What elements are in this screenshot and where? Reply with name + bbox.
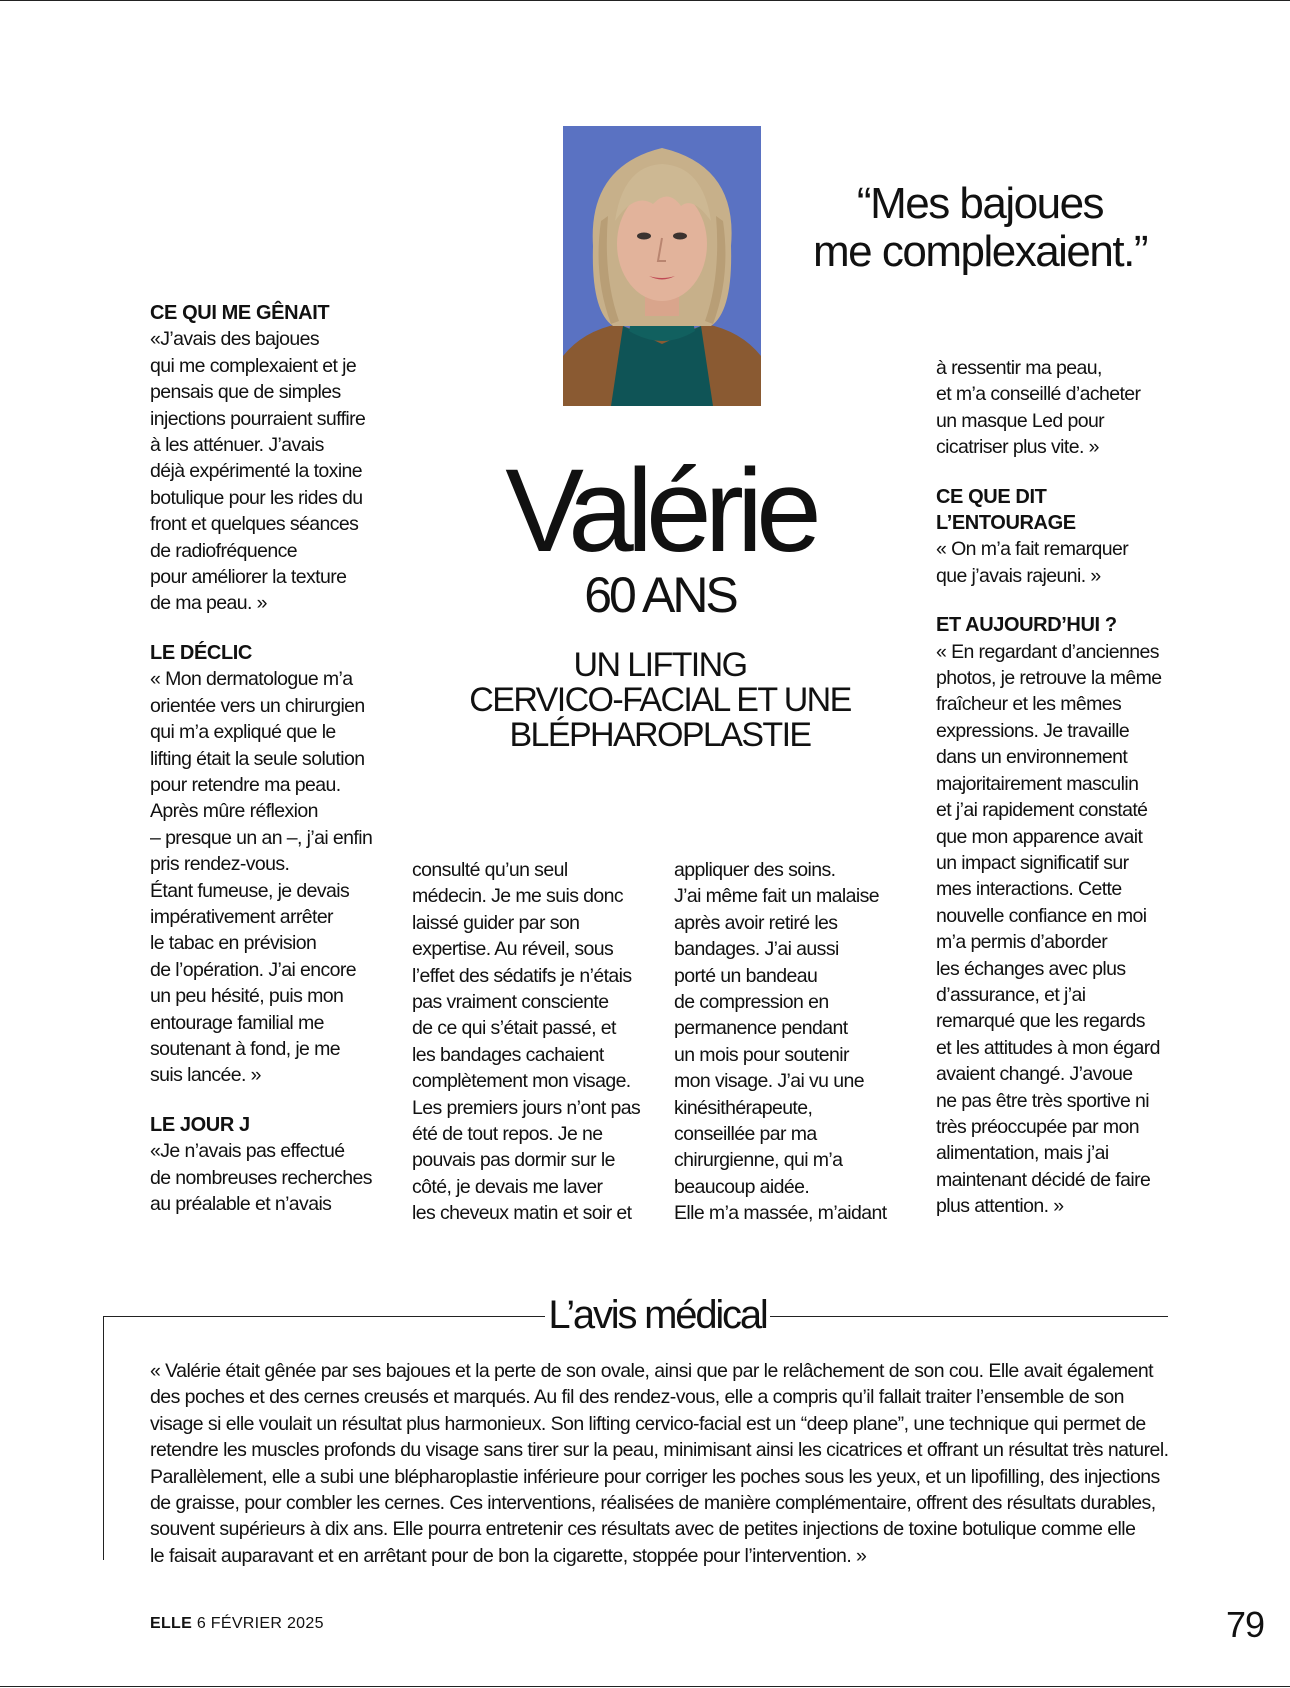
body-text-line: mon visage. J’ai vu une bbox=[674, 1070, 864, 1093]
body-text-line: majoritairement masculin bbox=[936, 772, 1139, 795]
body-text-line: côté, je devais me laver bbox=[412, 1175, 603, 1198]
body-text-line: Étant fumeuse, je devais bbox=[150, 879, 350, 902]
medical-line: de graisse, pour combler les cernes. Ces interventions, réalisées de manière complémentaire, offrent des résultats durables, bbox=[150, 1492, 1156, 1515]
section-gap bbox=[150, 617, 400, 640]
bottom-rule bbox=[0, 1686, 1290, 1687]
body-text-line: fraîcheur et les mêmes bbox=[936, 693, 1122, 716]
body-text-line: de l’opération. J’ai encore bbox=[150, 958, 357, 981]
body-text-line: que mon apparence avait bbox=[936, 825, 1143, 848]
section-heading: LE JOUR J bbox=[150, 1113, 250, 1136]
body-text-line: Les premiers jours n’ont pas bbox=[412, 1096, 641, 1119]
body-text-line: un impact significatif sur bbox=[936, 851, 1129, 874]
body-text-line: conseillée par ma bbox=[674, 1123, 817, 1146]
body-text-line: les bandages cachaient bbox=[412, 1043, 604, 1066]
body-text-line: d’assurance, et j’ai bbox=[936, 983, 1086, 1006]
body-text-line: alimentation, mais j’ai bbox=[936, 1142, 1109, 1165]
body-text-line: que j’avais rajeuni. » bbox=[936, 564, 1101, 587]
body-text-line: à les atténuer. J’avais bbox=[150, 434, 324, 457]
section-heading: ET AUJOURD’HUI ? bbox=[936, 614, 1117, 637]
body-text-line: été de tout repos. Je ne bbox=[412, 1123, 603, 1146]
body-text-line: photos, je retrouve la même bbox=[936, 667, 1162, 690]
body-text-line: ne pas être très sportive ni bbox=[936, 1089, 1149, 1112]
body-text-line: front et quelques séances bbox=[150, 513, 359, 536]
footer-credit bbox=[150, 1615, 324, 1633]
body-text-line: complètement mon visage. bbox=[412, 1070, 631, 1093]
text-column-1 bbox=[150, 300, 400, 1217]
body-text-line: remarqué que les regards bbox=[936, 1010, 1145, 1033]
body-text-line: «J’avais des bajoues bbox=[150, 328, 320, 351]
body-text-line: appliquer des soins. bbox=[674, 859, 836, 881]
pull-quote bbox=[780, 180, 1180, 276]
subject-name: Valérie bbox=[505, 445, 815, 577]
body-text-line: de radiofréquence bbox=[150, 539, 297, 562]
footer-date: 6 FÉVRIER 2025 bbox=[196, 1615, 324, 1632]
section-heading: CE QUI ME GÊNAIT bbox=[150, 302, 330, 324]
portrait-photo bbox=[563, 126, 761, 406]
body-text-line: maintenant décidé de faire bbox=[936, 1168, 1151, 1191]
body-text-line: à ressentir ma peau, bbox=[936, 357, 1102, 379]
body-text-line: « En regardant d’anciennes bbox=[936, 640, 1159, 663]
body-text-line: nouvelle confiance en moi bbox=[936, 904, 1147, 927]
body-text-line: lifting était la seule solution bbox=[150, 747, 365, 770]
body-text-line: botulique pour les rides du bbox=[150, 486, 363, 509]
body-text-line: injections pourraient suffire bbox=[150, 407, 366, 430]
text-column-2 bbox=[412, 857, 662, 1227]
body-text-line: le tabac en prévision bbox=[150, 932, 317, 955]
body-text-line: orientée vers un chirurgien bbox=[150, 694, 365, 717]
body-text-line: les échanges avec plus bbox=[936, 957, 1126, 980]
pull-quote-line-2: me complexaient.” bbox=[813, 227, 1147, 276]
body-text-line: et m’a conseillé d’acheter bbox=[936, 383, 1141, 406]
body-text-line: porté un bandeau bbox=[674, 964, 818, 987]
body-text-line: après avoir retiré les bbox=[674, 911, 838, 934]
body-text-line: et les attitudes à mon égard bbox=[936, 1036, 1160, 1059]
body-text-line: de ma peau. » bbox=[150, 592, 267, 615]
body-text-line: un peu hésité, puis mon bbox=[150, 985, 344, 1008]
medical-opinion-text bbox=[150, 1358, 1170, 1569]
medical-box-top-rule-left bbox=[103, 1316, 545, 1317]
subject-age: 60 ANS bbox=[584, 567, 736, 623]
medical-line: « Valérie était gênée par ses bajoues et la perte de son ovale, ainsi que par le relâchement de son cou. Elle avait également bbox=[150, 1360, 1153, 1382]
section-heading: LE DÉCLIC bbox=[150, 641, 252, 664]
body-text-line: chirurgienne, qui m’a bbox=[674, 1149, 843, 1172]
page-number: 79 bbox=[1226, 1604, 1265, 1645]
body-text-line: qui me complexaient et je bbox=[150, 354, 357, 377]
body-text-line: pour retendre ma peau. bbox=[150, 773, 341, 796]
section-gap bbox=[936, 461, 1186, 484]
body-text-line: pensais que de simples bbox=[150, 381, 341, 404]
medical-opinion-title: L’avis médical bbox=[548, 1293, 767, 1337]
text-column-4 bbox=[936, 355, 1186, 1220]
body-text-line: beaucoup aidée. bbox=[674, 1175, 810, 1198]
body-text-line: médecin. Je me suis donc bbox=[412, 885, 624, 908]
body-text-line: et j’ai rapidement constaté bbox=[936, 799, 1148, 822]
body-text-line: pris rendez-vous. bbox=[150, 853, 290, 876]
section-heading: L’ENTOURAGE bbox=[936, 512, 1076, 535]
body-text-line: « Mon dermatologue m’a bbox=[150, 668, 353, 691]
text-column-3 bbox=[674, 857, 924, 1227]
medical-box-left-rule bbox=[103, 1316, 104, 1560]
body-text-line: consulté qu’un seul bbox=[412, 859, 568, 881]
body-text-line: laissé guider par son bbox=[412, 911, 580, 934]
body-text-line: expressions. Je travaille bbox=[936, 719, 1130, 742]
body-text-line: permanence pendant bbox=[674, 1017, 848, 1040]
body-text-line: de ce qui s’était passé, et bbox=[412, 1017, 616, 1040]
body-text-line: kinésithérapeute, bbox=[674, 1096, 813, 1119]
body-text-line: un masque Led pour bbox=[936, 409, 1105, 432]
body-text-line: bandages. J’ai aussi bbox=[674, 938, 839, 961]
body-text-line: avaient changé. J’avoue bbox=[936, 1063, 1133, 1086]
body-text-line: déjà expérimenté la toxine bbox=[150, 460, 363, 483]
procedure-line-2: CERVICO-FACIAL ET UNE bbox=[469, 681, 851, 719]
medical-line: des poches et des cernes creusés et marqués. Au fil des rendez-vous, elle a compris qu’il fallait traiter l’ensemble de son bbox=[150, 1386, 1124, 1409]
procedure-title bbox=[440, 648, 880, 753]
body-text-line: de compression en bbox=[674, 991, 829, 1014]
body-text-line: – presque un an –, j’ai enfin bbox=[150, 826, 373, 849]
medical-line: visage si elle voulait un résultat plus harmonieux. Son lifting cervico-facial est un “deep plane”, une technique qui permet de bbox=[150, 1412, 1146, 1435]
body-text-line: au préalable et n’avais bbox=[150, 1193, 332, 1215]
body-text-line: suis lancée. » bbox=[150, 1064, 261, 1087]
section-gap bbox=[150, 1089, 400, 1112]
section-gap bbox=[936, 589, 1186, 612]
body-text-line: très préoccupée par mon bbox=[936, 1115, 1139, 1138]
body-text-line: les cheveux matin et soir et bbox=[412, 1202, 632, 1225]
body-text-line: J’ai même fait un malaise bbox=[674, 885, 880, 908]
body-text-line: pour améliorer la texture bbox=[150, 566, 347, 589]
footer-brand: ELLE bbox=[150, 1615, 193, 1632]
pull-quote-line-1: “Mes bajoues bbox=[856, 179, 1104, 228]
body-text-line: dans un environnement bbox=[936, 746, 1128, 769]
body-text-line: m’a permis d’aborder bbox=[936, 931, 1108, 954]
medical-line: le faisait auparavant et en arrêtant pour de bon la cigarette, stoppée pour l’intervention. » bbox=[150, 1544, 867, 1567]
body-text-line: pouvais pas dormir sur le bbox=[412, 1149, 615, 1172]
body-text-line: pas vraiment consciente bbox=[412, 991, 609, 1014]
procedure-line-1: UN LIFTING bbox=[573, 646, 747, 684]
body-text-line: «Je n’avais pas effectué bbox=[150, 1140, 345, 1163]
body-text-line: Après mûre réflexion bbox=[150, 800, 318, 823]
body-text-line: Elle m’a massée, m’aidant bbox=[674, 1202, 887, 1225]
body-text-line: un mois pour soutenir bbox=[674, 1043, 849, 1066]
body-text-line: mes interactions. Cette bbox=[936, 878, 1122, 901]
body-text-line: « On m’a fait remarquer bbox=[936, 538, 1129, 561]
medical-line: Parallèlement, elle a subi une blépharoplastie inférieure pour corriger les poches sous les yeux, et un lipofilling, des injections bbox=[150, 1465, 1160, 1488]
body-text-line: cicatriser plus vite. » bbox=[936, 436, 1099, 459]
body-text-line: soutenant à fond, je me bbox=[150, 1037, 341, 1060]
body-text-line: plus attention. » bbox=[936, 1195, 1064, 1218]
section-heading: CE QUE DIT bbox=[936, 485, 1047, 508]
medical-line: souvent supérieurs à dix ans. Elle pourra entretenir ces résultats avec de petites injections de toxine botulique comme elle bbox=[150, 1518, 1136, 1541]
body-text-line: expertise. Au réveil, sous bbox=[412, 938, 614, 961]
body-text-line: qui m’a expliqué que le bbox=[150, 721, 336, 744]
top-rule bbox=[0, 0, 1290, 1]
body-text-line: impérativement arrêter bbox=[150, 905, 333, 928]
body-text-line: l’effet des sédatifs je n’étais bbox=[412, 964, 632, 987]
procedure-line-3: BLÉPHAROPLASTIE bbox=[509, 716, 811, 754]
body-text-line: entourage familial me bbox=[150, 1011, 324, 1034]
medical-box-top-rule-right bbox=[770, 1316, 1168, 1317]
body-text-line: de nombreuses recherches bbox=[150, 1166, 372, 1189]
medical-line: retendre les muscles profonds du visage sans tirer sur la peau, minimisant ainsi les cicatrices et offrant un résultat très naturel. bbox=[150, 1439, 1169, 1462]
